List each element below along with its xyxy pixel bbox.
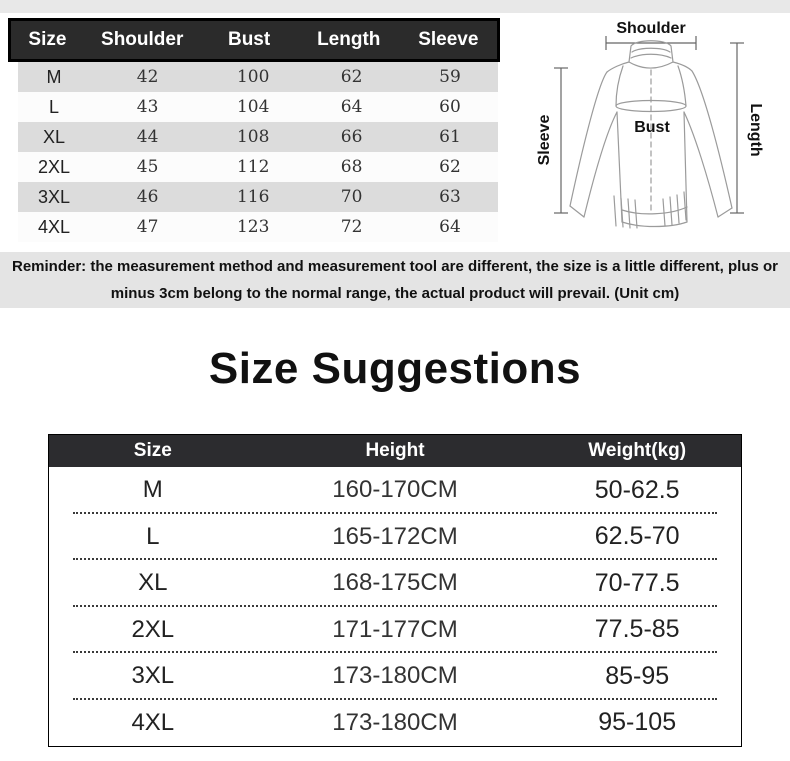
cell-weight: 70-77.5 — [594, 568, 680, 597]
cell-sleeve: 60 — [439, 97, 461, 117]
cell-height: 171-177CM — [332, 615, 458, 643]
measurement-table-body — [18, 62, 498, 242]
cell-height: 173-180CM — [332, 662, 458, 690]
cell-height: 165-172CM — [332, 522, 458, 550]
table-row — [18, 62, 498, 92]
cell-size: 2XL — [37, 156, 71, 177]
table-row — [49, 653, 741, 700]
cell-length: 72 — [340, 217, 363, 237]
cell-size: XL — [42, 126, 66, 147]
table-row — [18, 152, 498, 182]
table-row — [18, 92, 498, 122]
cell-size: M — [142, 476, 163, 504]
table-row — [49, 514, 741, 561]
cell-size: 4XL — [131, 708, 175, 736]
cell-height: 160-170CM — [332, 476, 458, 504]
cell-shoulder: 45 — [136, 157, 159, 177]
col-header-weight: Weight(kg) — [588, 440, 687, 461]
sleeve-label: Sleeve — [536, 114, 554, 166]
reminder-note — [0, 252, 790, 308]
table-row — [49, 467, 741, 514]
col-header-size: Size — [28, 29, 67, 50]
cell-sleeve: 61 — [439, 127, 461, 147]
col-header-sleeve: Sleeve — [418, 29, 479, 50]
cell-sleeve: 63 — [439, 187, 461, 207]
cell-shoulder: 44 — [136, 127, 159, 147]
cell-height: 173-180CM — [332, 708, 458, 736]
size-suggestions-table — [48, 434, 742, 747]
cell-shoulder: 43 — [136, 97, 159, 117]
cell-size: XL — [138, 569, 168, 597]
cell-bust: 116 — [236, 187, 270, 207]
cell-weight: 95-105 — [598, 708, 677, 737]
col-header-shoulder: Shoulder — [101, 29, 184, 50]
cell-size: M — [46, 66, 62, 87]
cell-weight: 77.5-85 — [594, 615, 680, 644]
cell-shoulder: 47 — [136, 217, 159, 237]
cell-size: L — [48, 96, 59, 117]
col-header-bust: Bust — [227, 29, 271, 50]
cell-length: 66 — [340, 127, 363, 147]
cell-length: 64 — [340, 97, 363, 117]
cell-bust: 104 — [236, 97, 270, 117]
cell-height: 168-175CM — [332, 569, 458, 597]
bust-label: Bust — [634, 119, 670, 136]
table-row — [49, 700, 741, 747]
table-row — [18, 122, 498, 152]
cell-length: 68 — [340, 157, 363, 177]
cell-size: L — [146, 522, 160, 550]
cell-bust: 100 — [236, 67, 270, 87]
table-row — [18, 212, 498, 242]
cell-shoulder: 46 — [136, 187, 159, 207]
cell-size: 2XL — [131, 615, 175, 643]
cell-sleeve: 64 — [439, 217, 461, 237]
length-label: Length — [746, 103, 764, 157]
cell-bust: 123 — [236, 217, 270, 237]
col-header-size: Size — [133, 440, 172, 461]
cell-size: 4XL — [37, 216, 71, 237]
size-suggestions-header — [49, 435, 741, 467]
table-row — [49, 560, 741, 607]
cell-length: 70 — [340, 187, 363, 207]
cell-length: 62 — [340, 67, 363, 87]
cell-sleeve: 59 — [439, 67, 461, 87]
cell-weight: 85-95 — [605, 661, 670, 690]
cell-bust: 112 — [236, 157, 270, 177]
reminder-line-1: Reminder: the measurement method and measurement tool are different, the size is a little different, plus or — [12, 258, 778, 275]
size-suggestions-title: Size Suggestions — [208, 344, 582, 393]
cell-weight: 62.5-70 — [594, 522, 680, 551]
table-row — [18, 182, 498, 212]
cell-shoulder: 42 — [136, 67, 159, 87]
col-header-length: Length — [317, 29, 381, 50]
cell-size: 3XL — [37, 186, 71, 207]
cell-bust: 108 — [236, 127, 270, 147]
measurement-table-header — [8, 18, 500, 62]
shoulder-label: Shoulder — [616, 20, 686, 37]
cell-sleeve: 62 — [439, 157, 461, 177]
col-header-height: Height — [365, 440, 425, 461]
garment-measurement-diagram — [490, 0, 790, 250]
cell-weight: 50-62.5 — [594, 475, 680, 504]
table-row — [49, 607, 741, 654]
reminder-line-2: minus 3cm belong to the normal range, the actual product will prevail. (Unit cm) — [110, 285, 680, 302]
measurement-table — [8, 18, 500, 242]
cell-size: 3XL — [131, 662, 175, 690]
